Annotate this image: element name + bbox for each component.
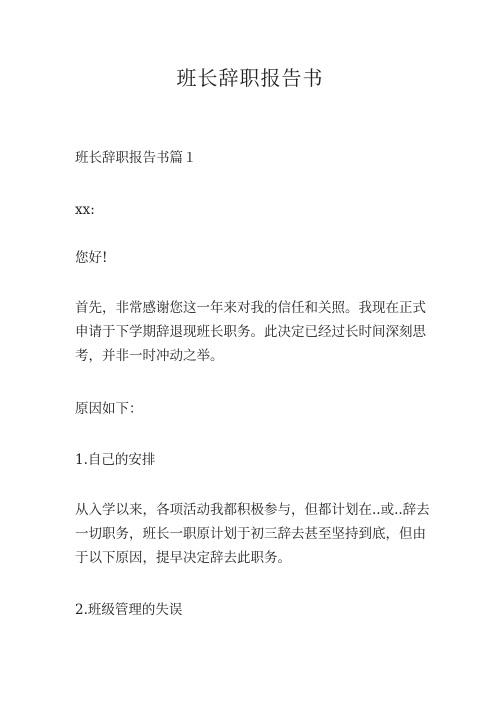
body-paragraph-reason-1: 从入学以来，各项活动我都积极参与，但都计划在..或..辞去一切职务，班长一职原计划于初三辞去甚至坚持到底，但由于以下原因，提早决定辞去此职务。	[75, 502, 430, 566]
reasons-heading: 原因如下：	[75, 401, 143, 417]
body-paragraph-intro: 首先，非常感谢您这一年来对我的信任和关照。我现在正式申请于下学期辞退现班长职务。此决定已经过长时间深刻思考，并非一时冲动之举。	[75, 300, 426, 364]
section-heading: 班长辞职报告书篇１	[75, 150, 197, 166]
greeting: 您好!	[75, 250, 108, 266]
salutation-recipient: xx:	[75, 202, 95, 218]
document-title: 班长辞职报告书	[176, 66, 324, 90]
reason-1-heading: 1.自己的安排	[75, 452, 156, 468]
reason-2-heading: 2.班级管理的失误	[75, 602, 183, 618]
